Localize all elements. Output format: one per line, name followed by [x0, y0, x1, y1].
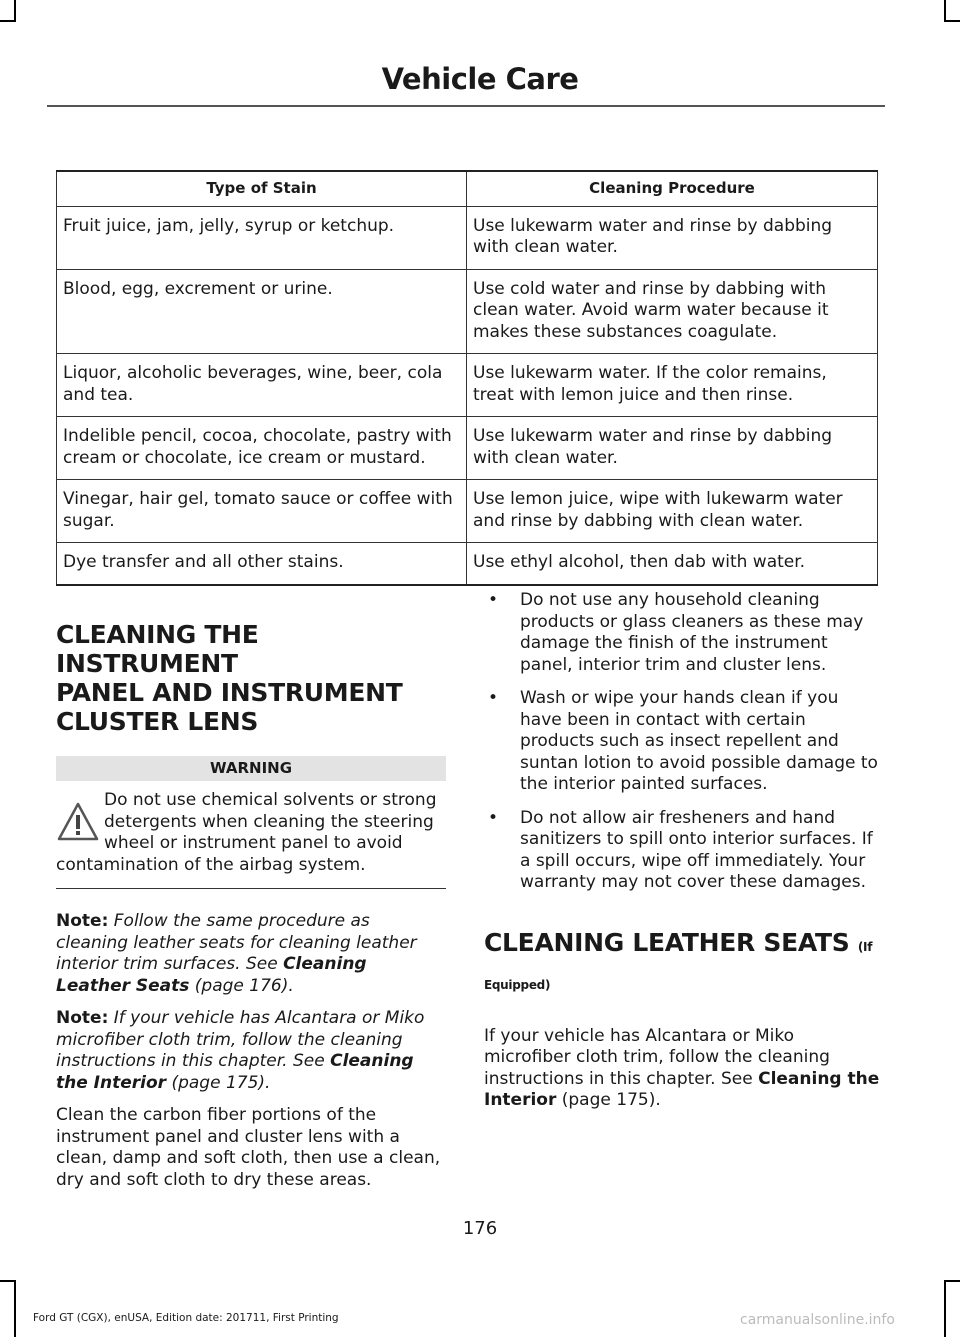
paragraph-text: If your vehicle has Alcantara or Miko microfiber cloth trim, follow the cleaning instructions in this chapter. See	[484, 1025, 830, 1089]
page-reference: (page 175).	[556, 1090, 661, 1110]
stain-type-cell: Blood, egg, excrement or urine.	[57, 269, 467, 354]
warning-triangle-icon	[56, 800, 100, 844]
procedure-cell: Use lukewarm water and rinse by dabbing with clean water.	[467, 417, 878, 480]
page-number: 176	[462, 1218, 498, 1239]
list-item-text: Do not allow air fresheners and hand sanitizers to spill onto interior surfaces. If a spill occurs, wipe off immediately. Your warranty may not cover these damages.	[520, 807, 873, 892]
footer-text: Ford GT (CGX), enUSA, Edition date: 201711, First Printing	[33, 1312, 339, 1324]
section-heading-instrument-panel	[56, 620, 446, 736]
cross-reference-link[interactable]: Cleaning Leather Seats	[56, 954, 367, 996]
crop-mark	[944, 1280, 960, 1282]
cross-reference-link[interactable]: Cleaning the Interior	[56, 1051, 414, 1093]
watermark: carmanualsonline.info	[740, 1312, 895, 1328]
note-paragraph	[56, 1008, 446, 1094]
page-reference: (page 175).	[166, 1072, 271, 1093]
table-row	[57, 354, 878, 417]
section-heading-leather-seats	[484, 928, 880, 962]
note-text: If your vehicle has Alcantara or Miko microfiber cloth trim, follow the cleaning instructions in this chapter. See	[56, 1008, 425, 1071]
list-item	[484, 590, 880, 676]
stain-type-cell: Indelible pencil, cocoa, chocolate, pastry with cream or chocolate, ice cream or mustard.	[57, 417, 467, 480]
crop-mark	[14, 0, 16, 22]
heading-text: CLEANING LEATHER SEATS	[484, 927, 850, 957]
page-title: Vehicle Care	[381, 62, 579, 96]
table-row	[57, 206, 878, 269]
procedure-cell: Use ethyl alcohol, then dab with water.	[467, 543, 878, 585]
heading-qualifier: (If	[857, 939, 873, 954]
table-row	[57, 480, 878, 543]
bullet-icon: •	[488, 807, 499, 828]
warning-label: WARNING	[56, 756, 446, 781]
warning-box	[56, 790, 446, 889]
page-reference: (page 176).	[189, 975, 294, 996]
note-paragraph	[56, 911, 446, 997]
crop-mark	[944, 20, 960, 22]
procedure-cell: Use lukewarm water. If the color remains, treat with lemon juice and then rinse.	[467, 354, 878, 417]
procedure-cell: Use lemon juice, wipe with lukewarm water and rinse by dabbing with clean water.	[467, 480, 878, 543]
body-paragraph	[484, 1026, 880, 1112]
procedure-cell: Use cold water and rinse by dabbing with clean water. Avoid warm water because it makes these substances coagulate.	[467, 269, 878, 354]
note-label: Note:	[56, 911, 109, 931]
header-divider	[47, 105, 885, 107]
list-item	[484, 808, 880, 894]
heading-line: CLEANING THE INSTRUMENT	[56, 620, 259, 678]
stain-table	[56, 170, 878, 586]
left-column	[56, 620, 446, 1191]
table-row	[57, 543, 878, 585]
crop-mark	[944, 0, 946, 22]
heading-qualifier: Equipped)	[484, 977, 551, 992]
crop-mark	[0, 1280, 16, 1282]
section-heading-qualifier-line	[484, 966, 880, 1000]
right-column	[484, 590, 880, 1112]
stain-type-cell: Fruit juice, jam, jelly, syrup or ketchup.	[57, 206, 467, 269]
list-item-text: Do not use any household cleaning products or glass cleaners as these may damage the finish of the instrument panel, interior trim and cluster lens.	[520, 590, 864, 675]
heading-line: CLUSTER LENS	[56, 707, 259, 736]
note-text: Follow the same procedure as cleaning leather seats for cleaning leather interior trim surfaces. See	[56, 911, 417, 974]
stain-type-cell: Dye transfer and all other stains.	[57, 543, 467, 585]
table-row	[57, 417, 878, 480]
column-header-procedure: Cleaning Procedure	[467, 171, 878, 206]
procedure-cell: Use lukewarm water and rinse by dabbing with clean water.	[467, 206, 878, 269]
stain-type-cell: Vinegar, hair gel, tomato sauce or coffee with sugar.	[57, 480, 467, 543]
bullet-list	[484, 590, 880, 894]
bullet-icon: •	[488, 590, 499, 610]
table-header-row	[57, 171, 878, 206]
list-item	[484, 688, 880, 796]
column-header-type: Type of Stain	[57, 171, 467, 206]
table-row	[57, 269, 878, 354]
cross-reference-link[interactable]: Cleaning the Interior	[484, 1068, 880, 1110]
warning-text: Do not use chemical solvents or strong detergents when cleaning the steering wheel or instrument panel to avoid contamination of the airbag system.	[56, 790, 437, 875]
stain-type-cell: Liquor, alcoholic beverages, wine, beer, cola and tea.	[57, 354, 467, 417]
crop-mark	[0, 20, 16, 22]
crop-mark	[14, 1280, 16, 1337]
bullet-icon: •	[488, 688, 499, 708]
crop-mark	[944, 1280, 946, 1337]
body-paragraph: Clean the carbon fiber portions of the instrument panel and cluster lens with a clean, damp and soft cloth, then use a clean, dry and soft cloth to dry these areas.	[56, 1105, 441, 1190]
list-item-text: Wash or wipe your hands clean if you have been in contact with certain products such as insect repellent and suntan lotion to avoid possible damage to the interior painted surfaces.	[520, 688, 878, 794]
note-label: Note:	[56, 1008, 109, 1028]
heading-line: PANEL AND INSTRUMENT	[56, 678, 403, 707]
